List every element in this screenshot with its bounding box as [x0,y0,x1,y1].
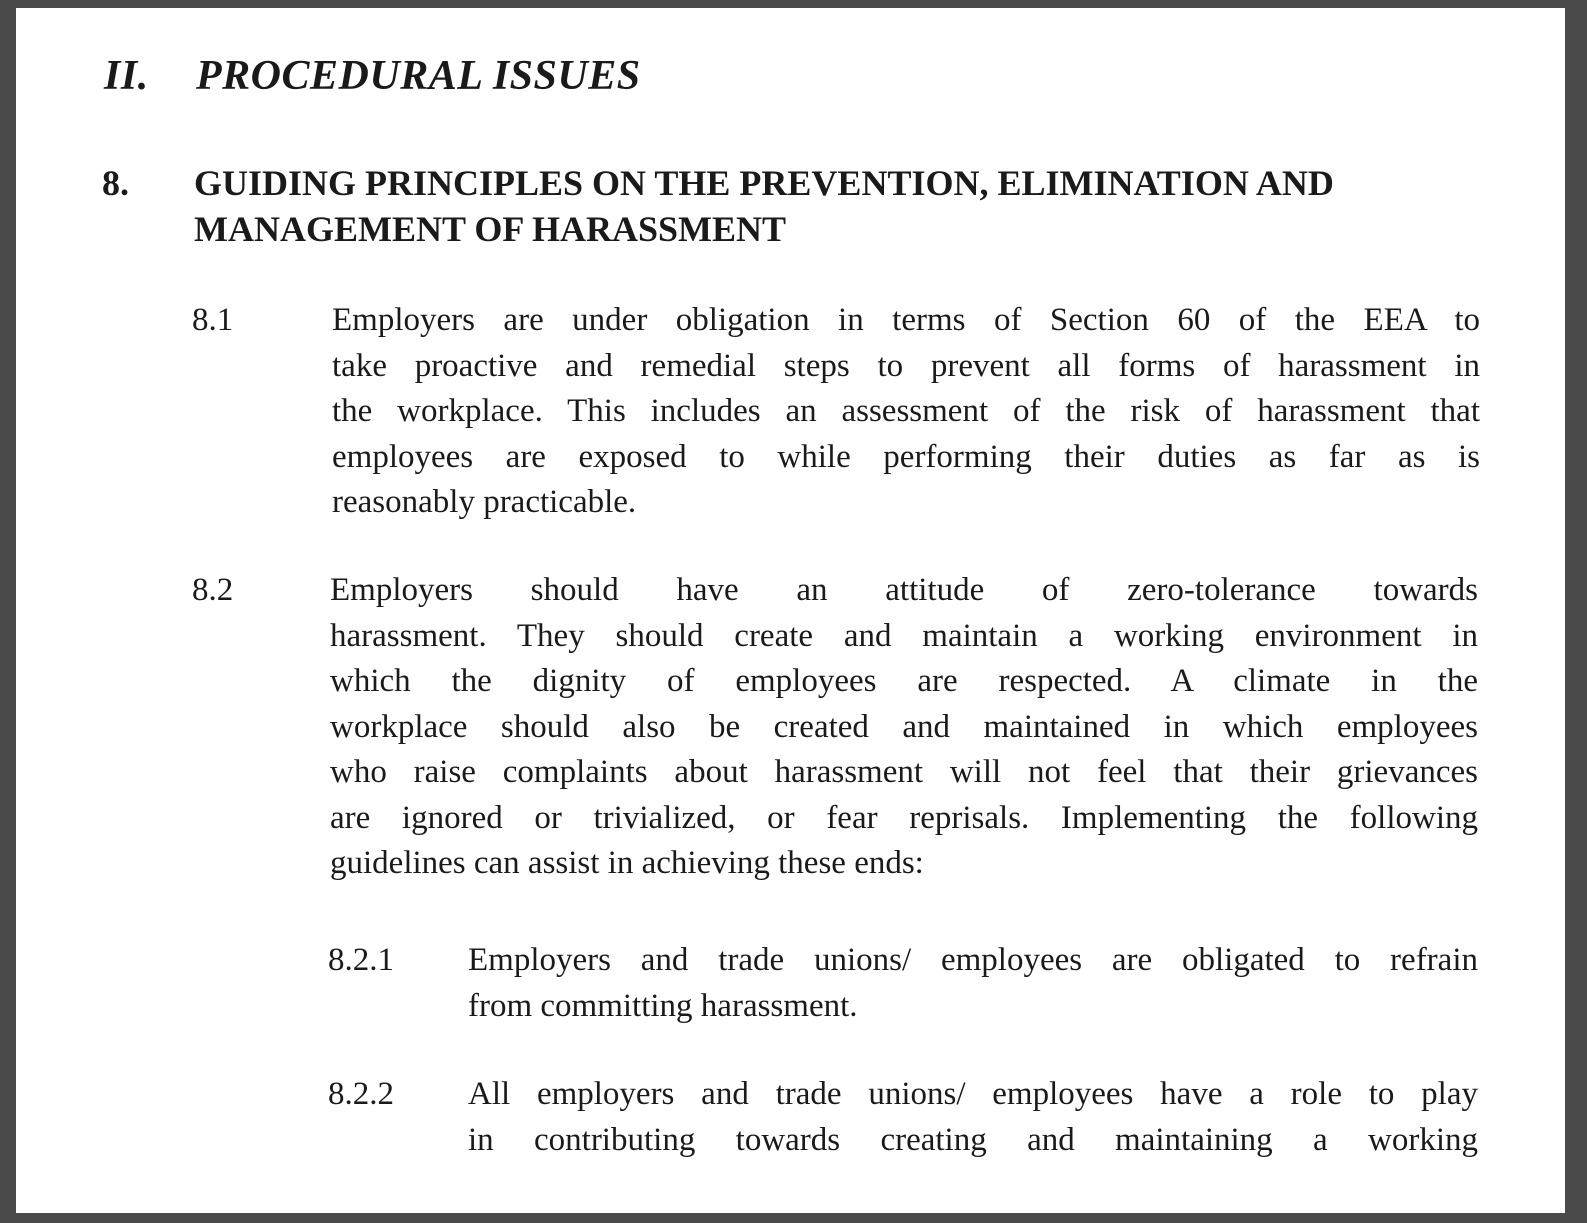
subclause-text [468,1072,1478,1163]
clause-line: are ignored or trivialized, or fear reprisals. Implementing the following [330,799,1478,836]
clause-line: the workplace. This includes an assessment of the risk of harassment that [332,393,1480,429]
heading-title [194,160,1334,252]
subclause-text [468,938,1478,1029]
clause-number: 8.1 [192,302,234,338]
clause-line: employees are exposed to while performing their duties as far as is [332,438,1480,475]
subclause-line: All employers and trade unions/ employees have a role to play [468,1076,1478,1112]
document-page [16,8,1565,1213]
clause-line: which the dignity of employees are respected. A climate in the [330,663,1478,699]
heading-title-line: MANAGEMENT OF HARASSMENT [194,209,787,249]
heading-title-line: GUIDING PRINCIPLES ON THE PREVENTION, ELIMINATION AND [194,163,1334,203]
subclause-number: 8.2.1 [328,942,394,978]
subclause-line: in contributing towards creating and maintaining a working [468,1121,1478,1158]
clause-line: workplace should also be created and maintained in which employees [330,708,1478,745]
clause-line: Employers should have an attitude of zero-tolerance towards [330,572,1478,608]
clause-line: Employers are under obligation in terms of Section 60 of the EEA to [332,302,1480,338]
section-number: II. [104,53,149,99]
clause-text [332,298,1480,526]
clause-line: who raise complaints about harassment will not feel that their grievances [330,754,1478,790]
subclause-line: Employers and trade unions/ employees are obligated to refrain [468,942,1478,978]
clause-line: take proactive and remedial steps to prevent all forms of harassment in [332,347,1480,384]
heading-number: 8. [102,163,129,203]
subclause-number: 8.2.2 [328,1076,394,1112]
clause-line: harassment. They should create and maintain a working environment in [330,617,1478,654]
section-title: PROCEDURAL ISSUES [196,53,641,99]
clause-line: reasonably practicable. [332,484,637,520]
clause-number: 8.2 [192,572,234,608]
subclause-line: from committing harassment. [468,987,858,1024]
clause-line: guidelines can assist in achieving these ends: [330,845,924,881]
clause-text [330,568,1478,887]
